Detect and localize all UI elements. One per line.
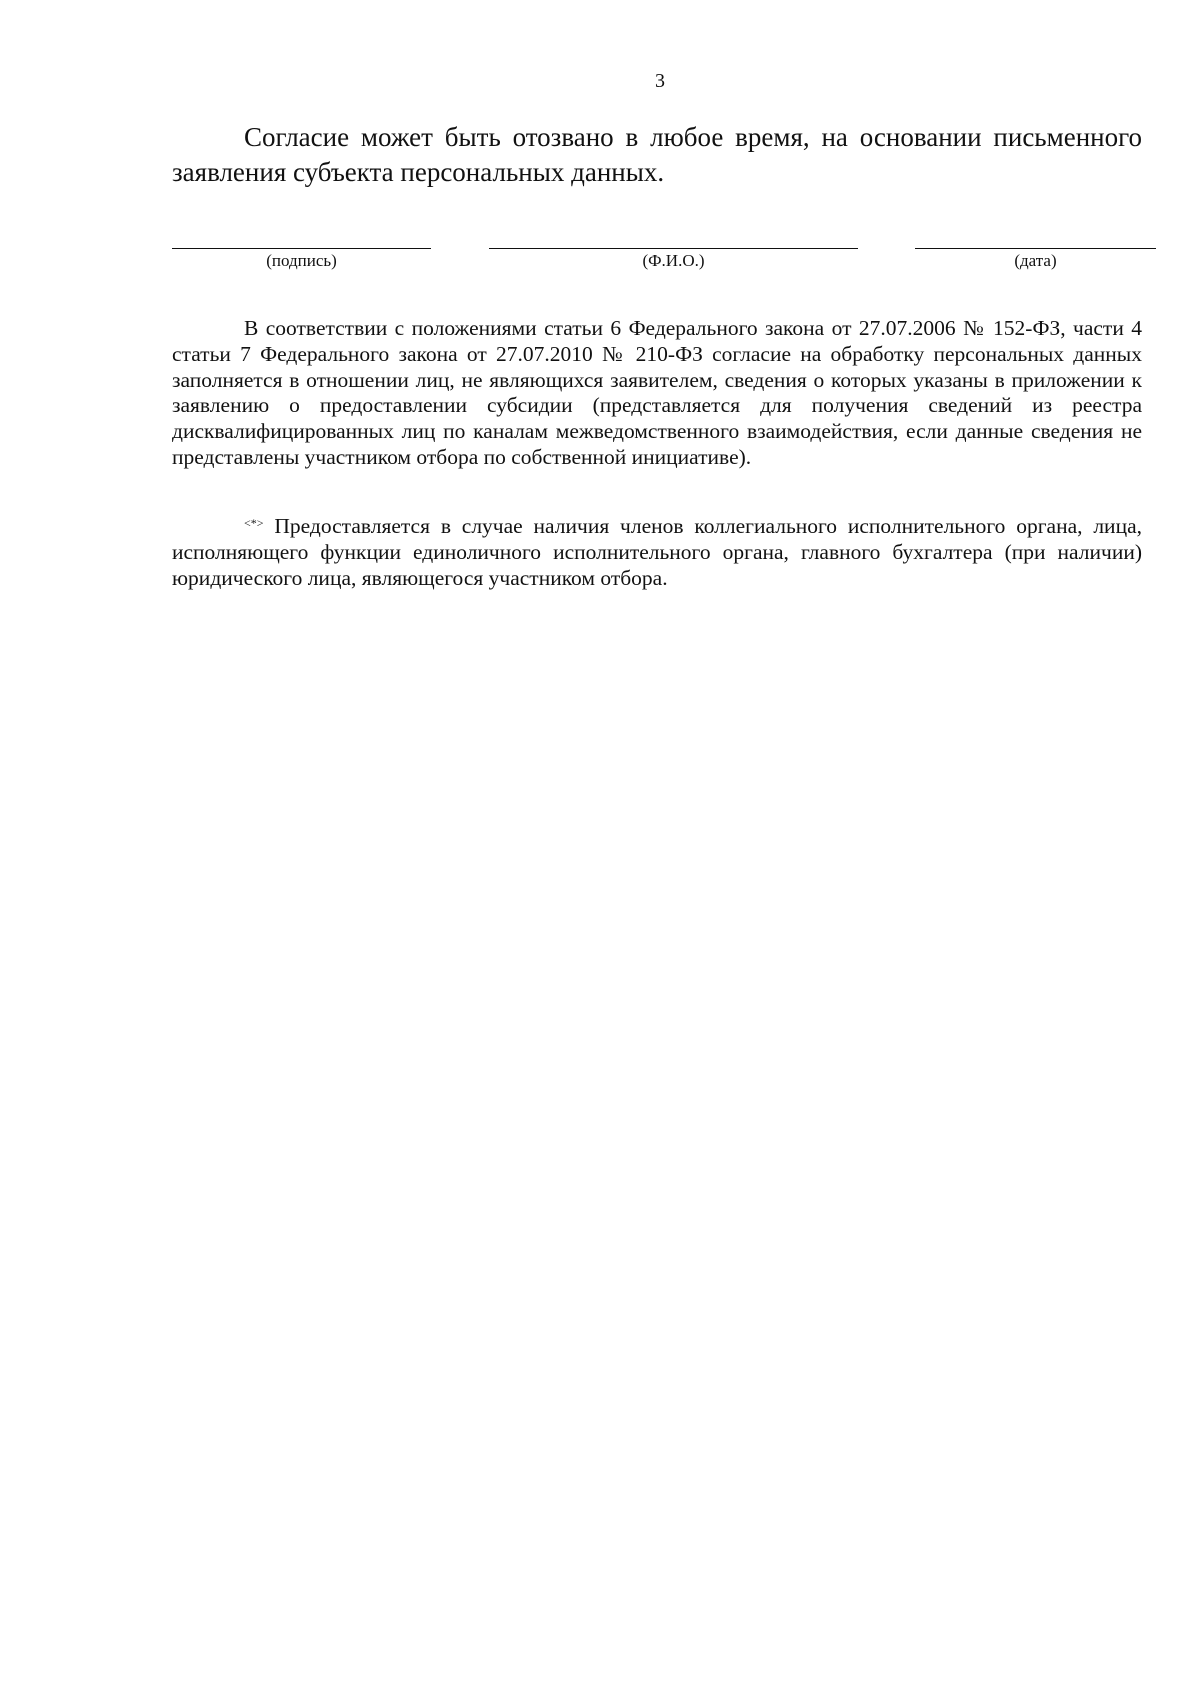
full-name-label: (Ф.И.О.) (642, 251, 705, 270)
consent-revocation-paragraph: Согласие может быть отозвано в любое время, на основании письменного заявления субъекта персональных данных. (172, 122, 1142, 187)
date-label: (дата) (1014, 251, 1057, 270)
signature-label: (подпись) (266, 251, 337, 270)
date-field (915, 248, 1156, 271)
footnote-text: Предоставляется в случае наличия членов коллегиального исполнительного органа, лица, исполняющего функции единоличного исполнительного органа, главного бухгалтера (при наличии) юридического лица, являющегося участником отбора. (172, 514, 1142, 590)
page-number: 3 (655, 70, 665, 92)
full-name-field (489, 248, 858, 271)
legal-basis-paragraph: В соответствии с положениями статьи 6 Федерального закона от 27.07.2006 № 152-ФЗ, части 4 статьи 7 Федерального закона от 27.07.2010 № 210-ФЗ согласие на обработку персональных данных заполняется в отношении лиц, не являющихся заявителем, сведения о которых указаны в приложении к заявлению о предоставлении субсидии (представляется для получения сведений из реестра дисквалифицированных лиц по каналам межведомственного взаимодействия, если данные сведения не представлены участником отбора по собственной инициативе). (172, 316, 1142, 469)
signature-field (172, 248, 431, 271)
footnote-marker: <*> (244, 516, 264, 530)
footnote-paragraph (172, 511, 1142, 591)
